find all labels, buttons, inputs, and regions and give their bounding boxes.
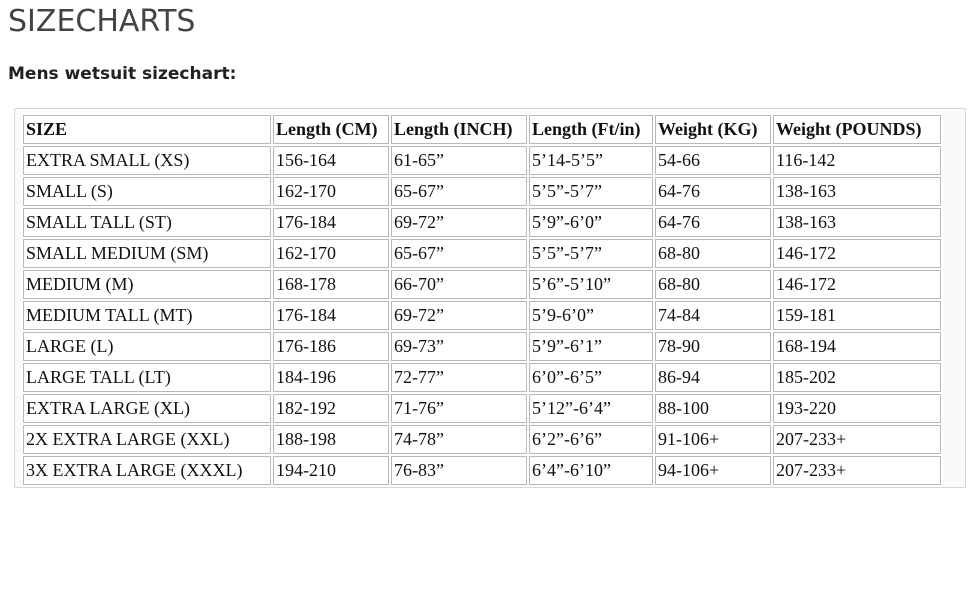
cell-length-cm: 176-184 [273,301,389,330]
cell-size: SMALL TALL (ST) [23,208,271,237]
header-length-ftin: Length (Ft/in) [529,115,653,144]
table-row [23,363,941,392]
cell-length-cm: 168-178 [273,270,389,299]
cell-size: LARGE TALL (LT) [23,363,271,392]
cell-length-ftin: 6’2”-6’6” [529,425,653,454]
table-row [23,270,941,299]
header-weight-pounds: Weight (POUNDS) [773,115,941,144]
cell-weight-kg: 88-100 [655,394,771,423]
table-row [23,456,941,485]
table-row [23,239,941,268]
cell-length-inch: 69-73” [391,332,527,361]
cell-weight-pounds: 207-233+ [773,456,941,485]
cell-weight-kg: 68-80 [655,239,771,268]
cell-length-inch: 65-67” [391,177,527,206]
cell-size: LARGE (L) [23,332,271,361]
table-header [23,115,941,144]
table-row [23,301,941,330]
cell-length-inch: 61-65” [391,146,527,175]
table-row [23,425,941,454]
cell-length-inch: 65-67” [391,239,527,268]
cell-weight-kg: 94-106+ [655,456,771,485]
header-weight-kg: Weight (KG) [655,115,771,144]
table-row [23,177,941,206]
cell-size: EXTRA SMALL (XS) [23,146,271,175]
cell-weight-pounds: 138-163 [773,208,941,237]
cell-size: 2X EXTRA LARGE (XXL) [23,425,271,454]
cell-size: SMALL MEDIUM (SM) [23,239,271,268]
cell-length-inch: 69-72” [391,301,527,330]
cell-weight-pounds: 207-233+ [773,425,941,454]
table-row [23,146,941,175]
cell-length-inch: 69-72” [391,208,527,237]
cell-length-cm: 156-164 [273,146,389,175]
header-size: SIZE [23,115,271,144]
cell-length-inch: 66-70” [391,270,527,299]
cell-weight-kg: 54-66 [655,146,771,175]
cell-size: MEDIUM TALL (MT) [23,301,271,330]
header-length-inch: Length (INCH) [391,115,527,144]
cell-weight-kg: 86-94 [655,363,771,392]
page-title: SIZECHARTS [8,4,196,39]
cell-length-cm: 162-170 [273,239,389,268]
cell-length-inch: 76-83” [391,456,527,485]
cell-weight-pounds: 159-181 [773,301,941,330]
table-header-row [23,115,941,144]
table-body [23,146,941,485]
cell-length-inch: 74-78” [391,425,527,454]
cell-length-ftin: 6’4”-6’10” [529,456,653,485]
cell-weight-pounds: 146-172 [773,270,941,299]
cell-weight-kg: 74-84 [655,301,771,330]
cell-weight-kg: 68-80 [655,270,771,299]
cell-length-cm: 176-184 [273,208,389,237]
cell-length-ftin: 5’5”-5’7” [529,177,653,206]
cell-size: SMALL (S) [23,177,271,206]
cell-size: EXTRA LARGE (XL) [23,394,271,423]
cell-length-inch: 71-76” [391,394,527,423]
cell-length-ftin: 5’5”-5’7” [529,239,653,268]
cell-length-ftin: 5’9”-6’0” [529,208,653,237]
sizechart-table-frame [14,108,966,488]
cell-size: MEDIUM (M) [23,270,271,299]
cell-weight-kg: 78-90 [655,332,771,361]
cell-length-ftin: 5’6”-5’10” [529,270,653,299]
cell-weight-pounds: 185-202 [773,363,941,392]
cell-length-cm: 188-198 [273,425,389,454]
cell-weight-pounds: 168-194 [773,332,941,361]
cell-length-ftin: 5’9-6’0” [529,301,653,330]
cell-length-ftin: 6’0”-6’5” [529,363,653,392]
cell-length-cm: 176-186 [273,332,389,361]
cell-weight-pounds: 146-172 [773,239,941,268]
cell-weight-pounds: 116-142 [773,146,941,175]
table-row [23,332,941,361]
cell-length-ftin: 5’14-5’5” [529,146,653,175]
cell-size: 3X EXTRA LARGE (XXXL) [23,456,271,485]
header-length-cm: Length (CM) [273,115,389,144]
cell-length-ftin: 5’9”-6’1” [529,332,653,361]
cell-weight-pounds: 138-163 [773,177,941,206]
cell-length-cm: 162-170 [273,177,389,206]
cell-length-ftin: 5’12”-6’4” [529,394,653,423]
cell-length-cm: 184-196 [273,363,389,392]
cell-weight-kg: 64-76 [655,177,771,206]
cell-length-cm: 194-210 [273,456,389,485]
cell-weight-pounds: 193-220 [773,394,941,423]
sizechart-table [21,113,943,487]
table-row [23,208,941,237]
cell-length-cm: 182-192 [273,394,389,423]
sizechart-heading: Mens wetsuit sizechart: [8,64,237,84]
table-row [23,394,941,423]
cell-weight-kg: 91-106+ [655,425,771,454]
cell-length-inch: 72-77” [391,363,527,392]
cell-weight-kg: 64-76 [655,208,771,237]
